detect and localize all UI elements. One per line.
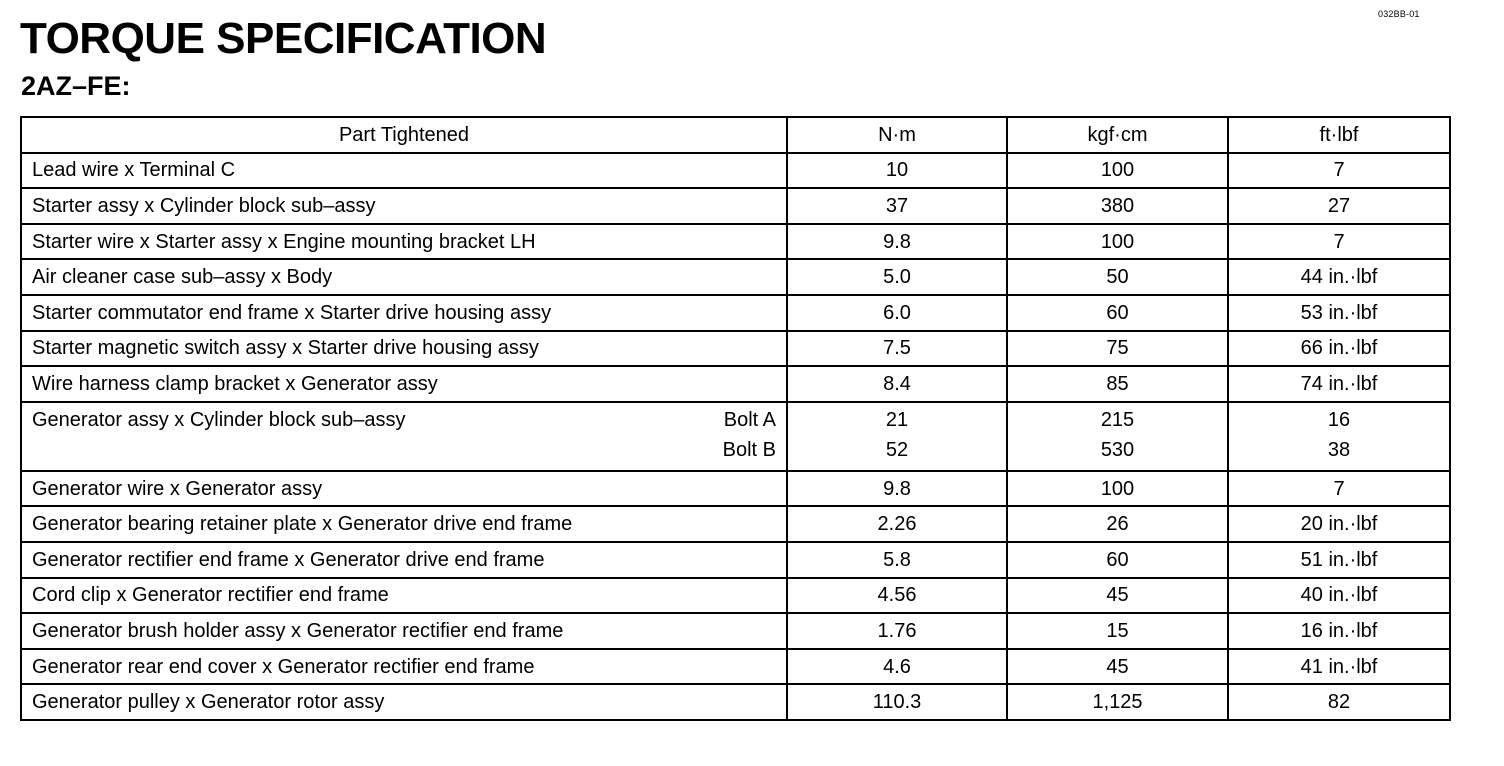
nm-cell: 5.8 <box>787 542 1007 578</box>
ftlbf-cell: 41 in.·lbf <box>1228 649 1450 685</box>
kgfcm-cell: 380 <box>1007 188 1228 224</box>
table-row <box>21 506 1450 542</box>
part-cell: Starter wire x Starter assy x Engine mounting bracket LH <box>21 224 787 260</box>
part-cell: Generator bearing retainer plate x Generator drive end frame <box>21 506 787 542</box>
generator-assy-label: Generator assy x Cylinder block sub–assy <box>32 408 406 431</box>
ftlbf-cell: 51 in.·lbf <box>1228 542 1450 578</box>
table-row <box>21 259 1450 295</box>
bolt-b-label: Bolt B <box>722 438 776 461</box>
kgfcm-cell: 100 <box>1007 224 1228 260</box>
part-cell: Generator brush holder assy x Generator rectifier end frame <box>21 613 787 649</box>
bolt-a-ftlbf: 16 <box>1327 408 1351 431</box>
page-title: TORQUE SPECIFICATION <box>20 14 547 63</box>
header-nm: N·m <box>787 117 1007 153</box>
nm-cell: 8.4 <box>787 366 1007 402</box>
table-row <box>21 295 1450 331</box>
nm-cell: 1.76 <box>787 613 1007 649</box>
nm-cell: 110.3 <box>787 684 1007 720</box>
ftlbf-cell: 7 <box>1228 224 1450 260</box>
header-part-tightened: Part Tightened <box>21 117 787 153</box>
nm-cell: 9.8 <box>787 471 1007 507</box>
table-row <box>21 188 1450 224</box>
nm-cell: 37 <box>787 188 1007 224</box>
ftlbf-cell: 27 <box>1228 188 1450 224</box>
kgfcm-cell: 60 <box>1007 542 1228 578</box>
bolt-a-label: Bolt A <box>723 408 776 431</box>
part-cell: Wire harness clamp bracket x Generator assy <box>21 366 787 402</box>
nm-cell: 6.0 <box>787 295 1007 331</box>
table-row <box>21 471 1450 507</box>
bolt-b-nm: 52 <box>885 438 909 461</box>
nm-cell: 4.56 <box>787 578 1007 614</box>
part-cell: Generator pulley x Generator rotor assy <box>21 684 787 720</box>
table-row <box>21 542 1450 578</box>
part-cell: Starter assy x Cylinder block sub–assy <box>21 188 787 224</box>
part-cell: Generator rear end cover x Generator rectifier end frame <box>21 649 787 685</box>
table-row <box>21 331 1450 367</box>
table-row <box>21 578 1450 614</box>
kgfcm-cell: 45 <box>1007 578 1228 614</box>
part-cell: Air cleaner case sub–assy x Body <box>21 259 787 295</box>
part-cell: Starter magnetic switch assy x Starter drive housing assy <box>21 331 787 367</box>
engine-code: 2AZ–FE: <box>21 71 131 101</box>
kgfcm-cell: 100 <box>1007 153 1228 189</box>
kgfcm-cell: 15 <box>1007 613 1228 649</box>
ftlbf-cell: 53 in.·lbf <box>1228 295 1450 331</box>
ftlbf-cell: 44 in.·lbf <box>1228 259 1450 295</box>
ftlbf-cell: 66 in.·lbf <box>1228 331 1450 367</box>
bolt-b-kgfcm: 530 <box>1100 438 1135 461</box>
part-cell <box>21 402 787 471</box>
kgfcm-cell: 60 <box>1007 295 1228 331</box>
ftlbf-cell: 20 in.·lbf <box>1228 506 1450 542</box>
table-row <box>21 366 1450 402</box>
table-row <box>21 649 1450 685</box>
torque-spec-table <box>20 116 1451 721</box>
table-row <box>21 613 1450 649</box>
kgfcm-cell: 85 <box>1007 366 1228 402</box>
header-ftlbf: ft·lbf <box>1228 117 1450 153</box>
kgfcm-cell: 45 <box>1007 649 1228 685</box>
nm-cell: 5.0 <box>787 259 1007 295</box>
nm-cell: 4.6 <box>787 649 1007 685</box>
bolt-b-ftlbf: 38 <box>1327 438 1351 461</box>
nm-cell: 9.8 <box>787 224 1007 260</box>
nm-cell: 10 <box>787 153 1007 189</box>
ftlbf-cell <box>1228 402 1450 471</box>
bolt-a-kgfcm: 215 <box>1100 408 1135 431</box>
table-header-row <box>21 117 1450 153</box>
part-cell: Starter commutator end frame x Starter drive housing assy <box>21 295 787 331</box>
part-cell: Lead wire x Terminal C <box>21 153 787 189</box>
kgfcm-cell: 26 <box>1007 506 1228 542</box>
kgfcm-cell: 75 <box>1007 331 1228 367</box>
part-cell: Cord clip x Generator rectifier end frame <box>21 578 787 614</box>
bolt-a-nm: 21 <box>885 408 909 431</box>
part-cell: Generator rectifier end frame x Generator drive end frame <box>21 542 787 578</box>
header-kgfcm: kgf·cm <box>1007 117 1228 153</box>
kgfcm-cell: 50 <box>1007 259 1228 295</box>
table-row <box>21 153 1450 189</box>
table-row <box>21 684 1450 720</box>
table-row <box>21 224 1450 260</box>
part-cell: Generator wire x Generator assy <box>21 471 787 507</box>
ftlbf-cell: 7 <box>1228 471 1450 507</box>
ftlbf-cell: 16 in.·lbf <box>1228 613 1450 649</box>
kgfcm-cell <box>1007 402 1228 471</box>
document-code: 032BB-01 <box>1378 9 1420 19</box>
nm-cell <box>787 402 1007 471</box>
kgfcm-cell: 100 <box>1007 471 1228 507</box>
ftlbf-cell: 74 in.·lbf <box>1228 366 1450 402</box>
nm-cell: 7.5 <box>787 331 1007 367</box>
ftlbf-cell: 40 in.·lbf <box>1228 578 1450 614</box>
ftlbf-cell: 82 <box>1228 684 1450 720</box>
ftlbf-cell: 7 <box>1228 153 1450 189</box>
generator-assy-row <box>21 402 1450 471</box>
nm-cell: 2.26 <box>787 506 1007 542</box>
kgfcm-cell: 1,125 <box>1007 684 1228 720</box>
